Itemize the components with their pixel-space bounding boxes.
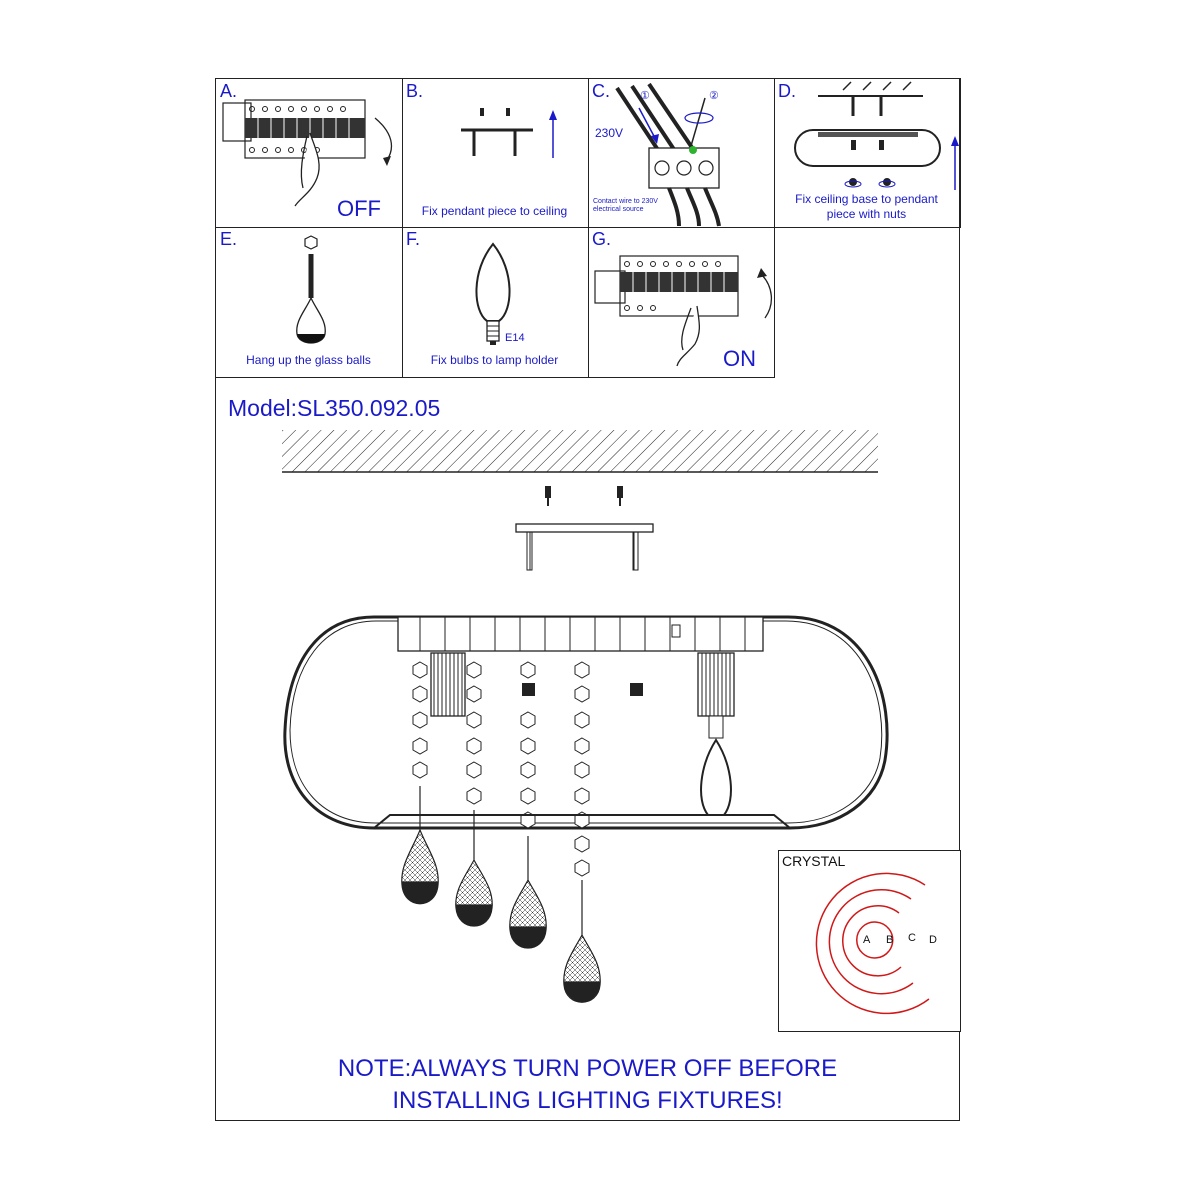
step-e-caption: Hang up the glass balls: [246, 353, 371, 367]
step-b-caption: Fix pendant piece to ceiling: [421, 204, 568, 218]
on-label: ON: [723, 346, 756, 371]
lamp-holder-right: [698, 653, 734, 716]
bulb-type-label: E14: [505, 332, 525, 344]
mark-one: ①: [640, 90, 650, 102]
lamp-holder-left: [431, 653, 465, 716]
model-number: Model:SL350.092.05: [228, 395, 441, 421]
off-label: OFF: [337, 196, 381, 221]
ceiling-base-strip: [398, 617, 763, 651]
ring-label-d: D: [929, 934, 937, 946]
safety-note-line1: NOTE:ALWAYS TURN POWER OFF BEFORE: [337, 1055, 838, 1082]
ring-label-a: A: [863, 934, 871, 946]
pendant-bracket: [516, 524, 653, 532]
step-letter: G.: [592, 229, 612, 249]
wiring-note: Contact wire to 230V electrical source: [593, 198, 658, 213]
ring-label-b: B: [886, 934, 894, 946]
ceiling-hatch: [282, 430, 878, 472]
step-letter: D.: [778, 81, 796, 101]
step-d-caption: Fix ceiling base to pendant piece with nuts: [795, 192, 938, 221]
voltage-label: 230V: [595, 126, 624, 140]
crystal-legend: [778, 850, 961, 1032]
step-f-caption: Fix bulbs to lamp holder: [430, 353, 559, 367]
step-letter: E.: [220, 229, 238, 249]
step-letter: A.: [220, 81, 238, 101]
crystal-title: CRYSTAL: [782, 853, 846, 869]
bulb-right: [701, 716, 731, 815]
step-letter: B.: [406, 81, 424, 101]
safety-note-line2: INSTALLING LIGHTING FIXTURES!: [392, 1087, 783, 1114]
mark-two: ②: [709, 90, 719, 102]
glass-drops: [402, 786, 600, 1002]
step-letter: C.: [592, 81, 610, 101]
step-letter: F.: [406, 229, 421, 249]
ceiling-screws: [545, 486, 623, 506]
ring-label-c: C: [908, 932, 916, 944]
